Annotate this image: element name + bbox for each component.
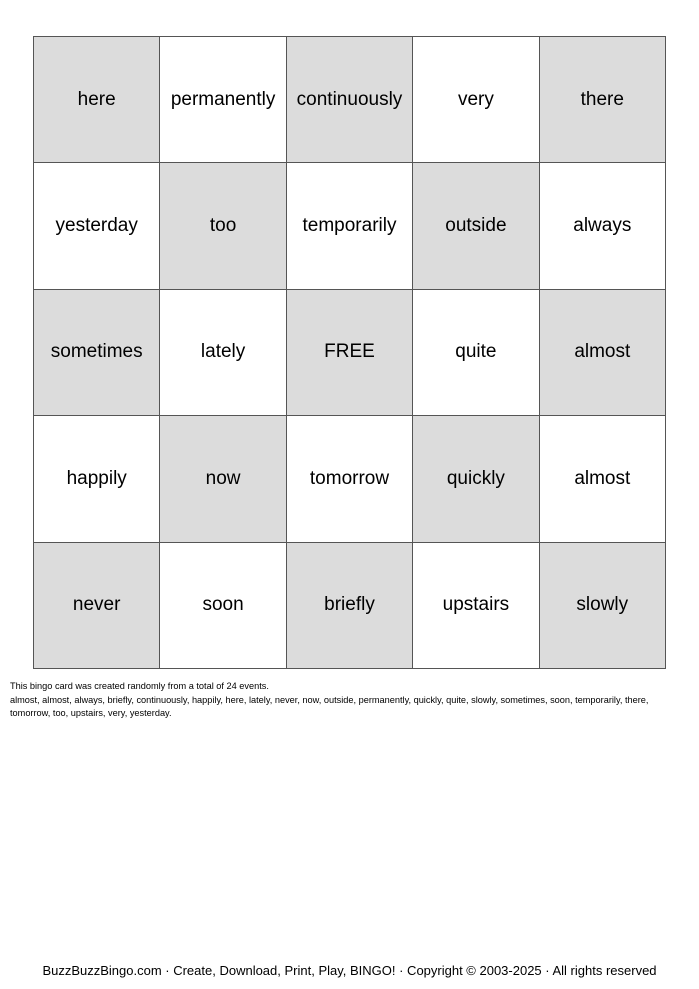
bingo-cell-r2c2: too [160,163,286,289]
bingo-cell-r3c5: almost [540,290,666,416]
bingo-cell-r1c4: very [413,37,539,163]
bingo-grid [33,36,666,669]
bingo-cell-r4c4: quickly [413,416,539,542]
bingo-cell-r4c3: tomorrow [287,416,413,542]
bingo-cell-free: FREE [287,290,413,416]
bingo-cell-r4c1: happily [34,416,160,542]
bingo-cell-r3c4: quite [413,290,539,416]
bingo-cell-r5c4: upstairs [413,543,539,669]
bingo-cell-r1c5: there [540,37,666,163]
bingo-cell-r1c2: permanently [160,37,286,163]
card-description [10,680,690,721]
card-description-summary: This bingo card was created randomly from a total of 24 events. [10,681,269,691]
bingo-cell-r4c5: almost [540,416,666,542]
bingo-cell-r3c1: sometimes [34,290,160,416]
bingo-cell-r1c3: continuously [287,37,413,163]
bingo-cell-r4c2: now [160,416,286,542]
bingo-cell-r2c1: yesterday [34,163,160,289]
bingo-cell-r3c2: lately [160,290,286,416]
bingo-cell-r2c4: outside [413,163,539,289]
bingo-cell-r5c5: slowly [540,543,666,669]
bingo-cell-r5c1: never [34,543,160,669]
bingo-cell-r5c3: briefly [287,543,413,669]
bingo-cell-r1c1: here [34,37,160,163]
bingo-cell-r5c2: soon [160,543,286,669]
bingo-cell-r2c5: always [540,163,666,289]
bingo-cell-r2c3: temporarily [287,163,413,289]
page-footer: BuzzBuzzBingo.com · Create, Download, Print, Play, BINGO! · Copyright © 2003-2025 · All rights reserved [42,963,657,978]
card-description-word-list: almost, almost, always, briefly, continuously, happily, here, lately, never, now, outside, permanently, quickly, quite, slowly, sometimes, soon, temporarily, there, tomorrow, too, upstairs, very, yesterday. [10,694,649,718]
